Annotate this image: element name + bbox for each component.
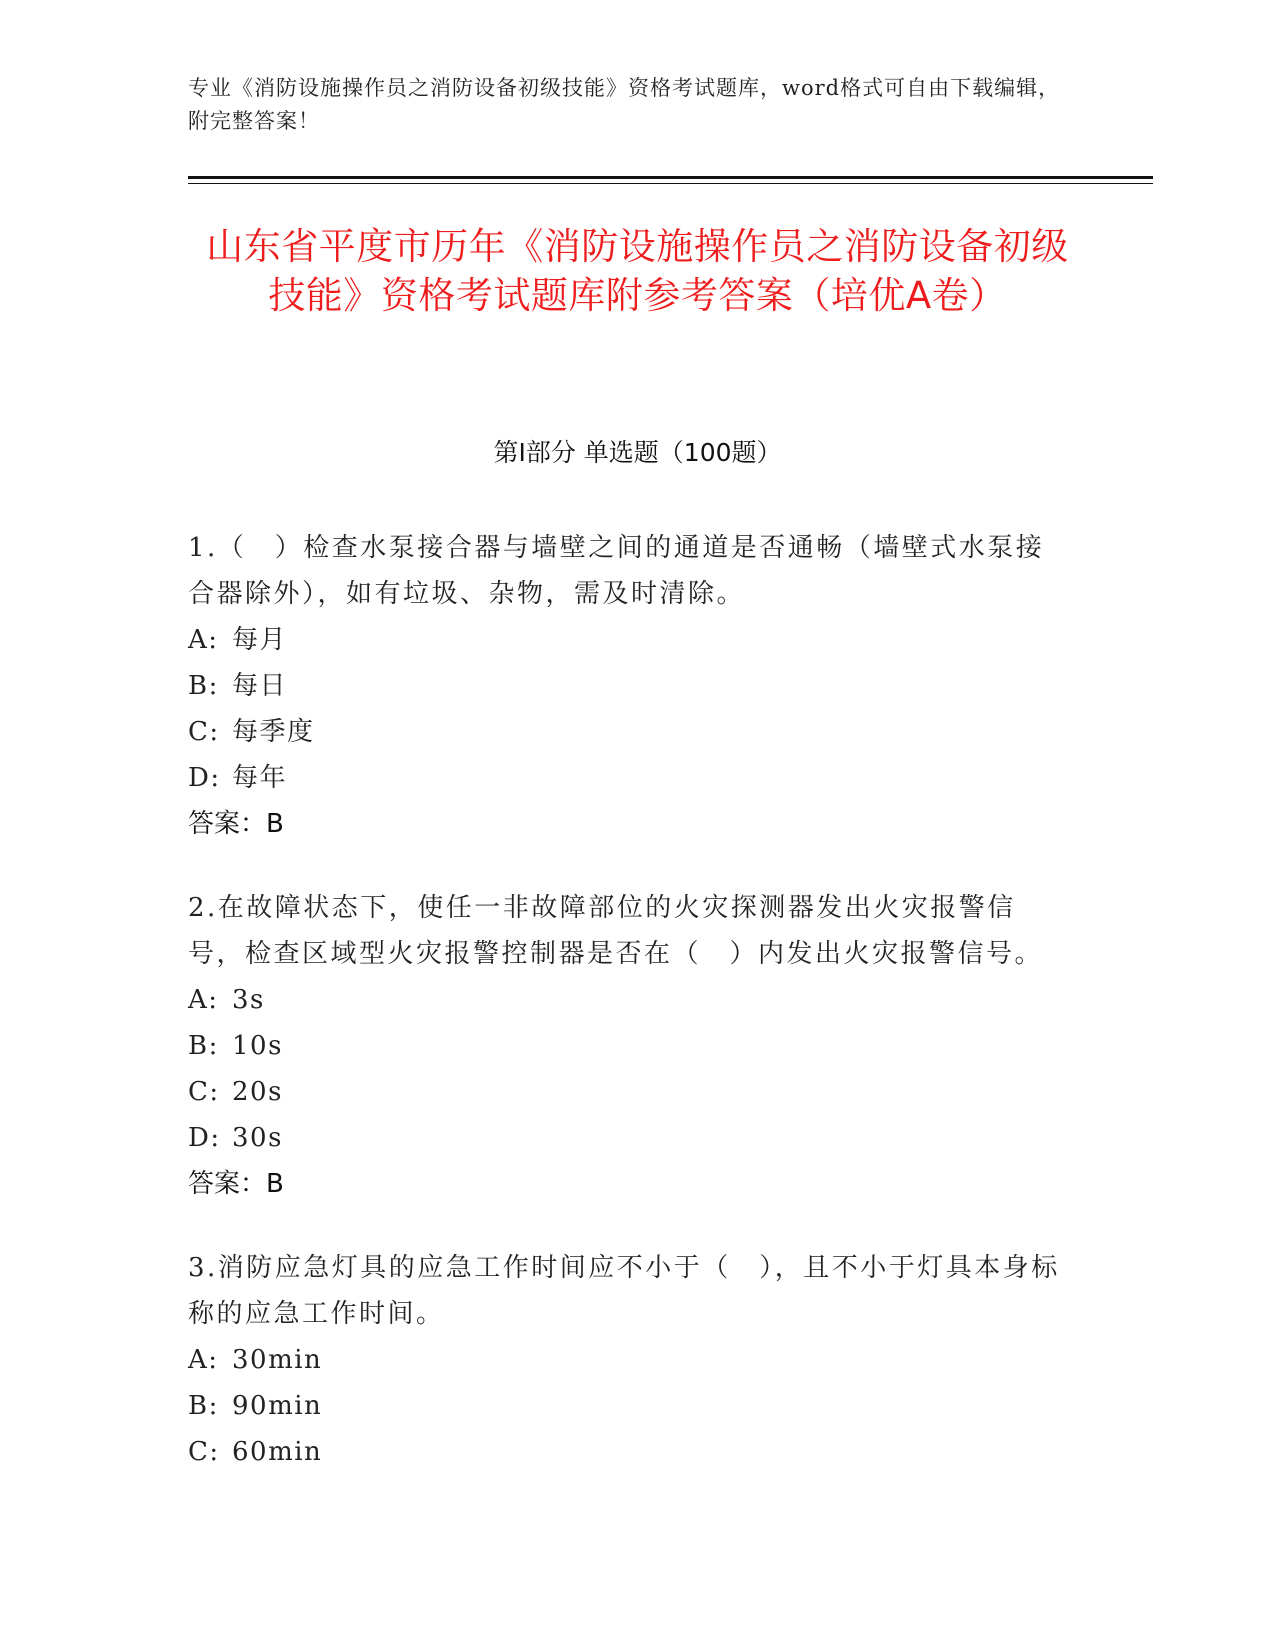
option-key: A:	[188, 985, 219, 1015]
question-stem: 3.消防应急灯具的应急工作时间应不小于（ ），且不小于灯具本身标称的应急工作时间。	[188, 1253, 1060, 1329]
option-key: C:	[188, 1437, 220, 1467]
question-list	[188, 525, 1068, 1513]
option-b	[188, 1023, 1068, 1069]
option-text: 30s	[232, 1123, 283, 1153]
option-text: 90min	[232, 1391, 323, 1421]
option-c	[188, 709, 1068, 755]
option-c	[188, 1429, 1068, 1475]
option-a	[188, 977, 1068, 1023]
option-text: 每季度	[232, 717, 315, 747]
question-2	[188, 885, 1068, 1207]
option-text: 20s	[232, 1077, 283, 1107]
header-note: 专业《消防设施操作员之消防设备初级技能》资格考试题库，word格式可自由下载编辑，附完整答案！	[188, 76, 1061, 133]
option-key: A:	[188, 625, 219, 655]
option-c	[188, 1069, 1068, 1115]
option-key: C:	[188, 717, 220, 747]
answer-line: 答案：B	[188, 809, 284, 839]
option-key: D:	[188, 763, 221, 793]
section-title: 第I部分 单选题（100题）	[493, 438, 782, 467]
option-key: B:	[188, 1031, 219, 1061]
answer-line: 答案：B	[188, 1169, 284, 1199]
option-text: 每日	[232, 671, 288, 701]
header-rule-thin	[188, 183, 1153, 184]
option-text: 3s	[232, 985, 265, 1015]
option-text: 30min	[232, 1345, 323, 1375]
question-1	[188, 525, 1068, 847]
option-key: C:	[188, 1077, 220, 1107]
option-key: A:	[188, 1345, 219, 1375]
question-3	[188, 1245, 1068, 1475]
option-key: B:	[188, 1391, 219, 1421]
option-a	[188, 617, 1068, 663]
question-stem: 1.（ ）检查水泵接合器与墙壁之间的通道是否通畅（墙壁式水泵接合器除外），如有垃圾、杂物，需及时清除。	[188, 533, 1045, 609]
option-text: 10s	[232, 1031, 283, 1061]
option-text: 60min	[232, 1437, 323, 1467]
option-key: B:	[188, 671, 219, 701]
option-b	[188, 1383, 1068, 1429]
option-text: 每月	[232, 625, 288, 655]
option-d	[188, 1115, 1068, 1161]
option-b	[188, 663, 1068, 709]
option-text: 每年	[232, 763, 288, 793]
question-stem: 2.在故障状态下，使任一非故障部位的火灾探测器发出火灾报警信号，检查区域型火灾报警控制器是否在（ ）内发出火灾报警信号。	[188, 893, 1044, 969]
option-d	[188, 755, 1068, 801]
option-key: D:	[188, 1123, 221, 1153]
header-rule-thick	[188, 176, 1153, 179]
option-a	[188, 1337, 1068, 1383]
document-title: 山东省平度市历年《消防设施操作员之消防设备初级技能》资格考试题库附参考答案（培优A卷）	[206, 225, 1069, 317]
